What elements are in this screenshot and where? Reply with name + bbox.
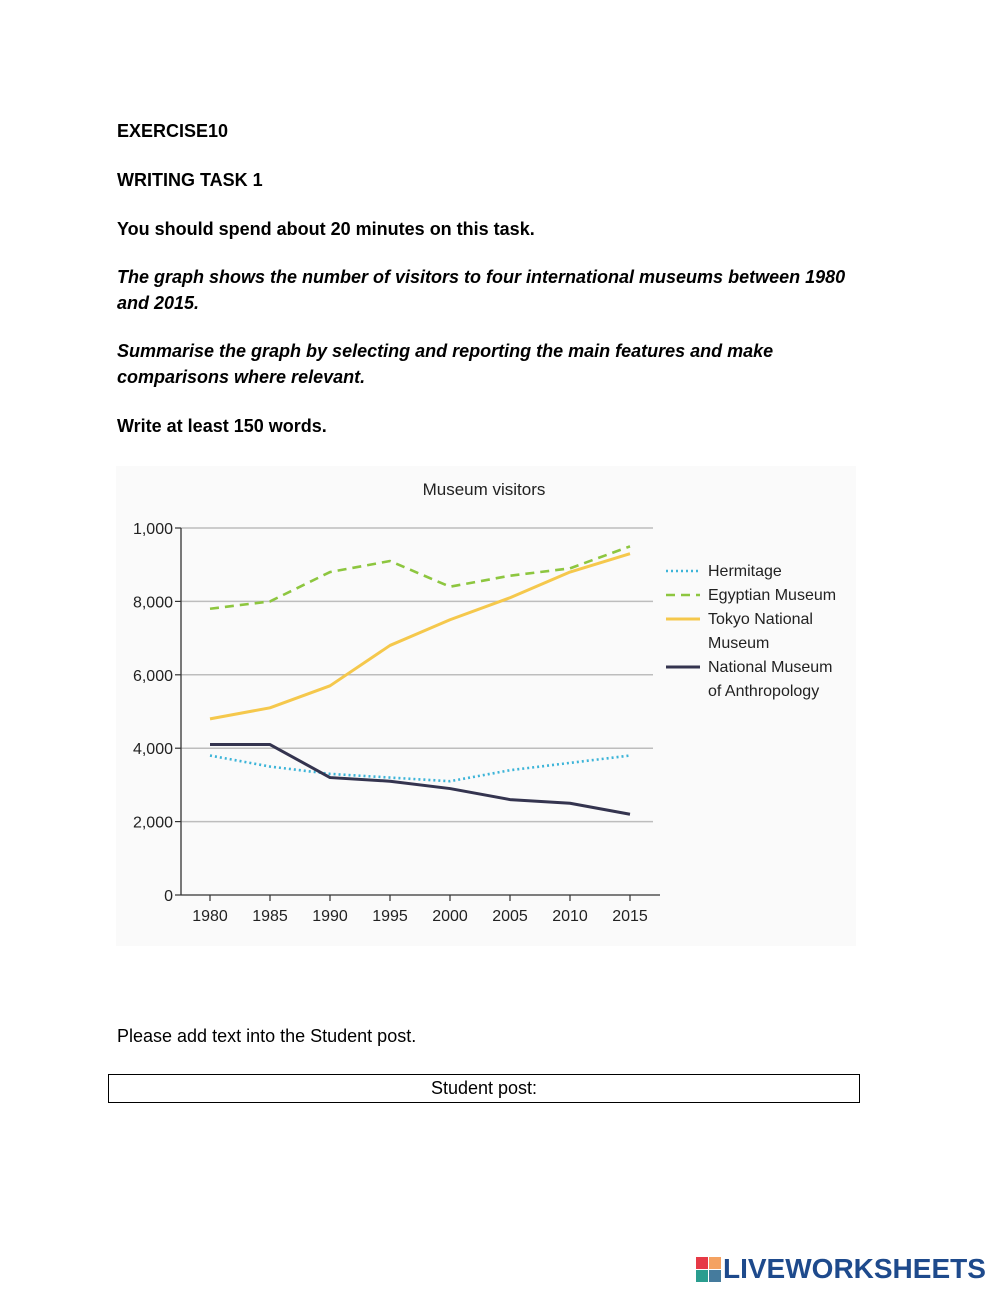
x-tick-label: 1990 [312, 908, 348, 925]
y-tick-label: 1,000 [132, 521, 173, 538]
legend-label: of Anthropology [708, 683, 820, 700]
x-tick-label: 1995 [372, 908, 408, 925]
legend-label: National Museum [708, 659, 833, 676]
series-line [210, 554, 630, 719]
museum-visitors-chart [116, 466, 856, 946]
x-tick-label: 2000 [432, 908, 468, 925]
series-line [210, 756, 630, 782]
exercise-heading: EXERCISE10 [117, 121, 229, 141]
y-tick-label: 4,000 [132, 741, 173, 759]
brand-logo[interactable] [696, 1252, 986, 1286]
chart-area [116, 466, 856, 946]
x-tick-label: 1985 [252, 908, 288, 925]
legend-label: Tokyo National [708, 611, 813, 628]
brand-icon-square [709, 1270, 721, 1282]
time-instruction: You should spend about 20 minutes on this task. [117, 219, 535, 239]
summarise-instruction: Summarise the graph by selecting and reporting the main features and make comparisons where relevant. [117, 341, 774, 387]
word-count-instruction: Write at least 150 words. [117, 416, 327, 436]
brand-icon-square [696, 1270, 708, 1282]
legend-label: Hermitage [708, 563, 782, 580]
graph-description: The graph shows the number of visitors to four international museums between 1980 and 2015. [117, 267, 846, 313]
x-tick-label: 2015 [612, 908, 648, 925]
brand-name: LIVEWORKSHEETS [723, 1253, 986, 1284]
x-tick-label: 2005 [492, 908, 528, 925]
legend-label: Museum [708, 635, 770, 652]
chart-title: Museum visitors [422, 480, 546, 499]
add-text-instruction: Please add text into the Student post. [117, 1026, 417, 1046]
series-line [210, 546, 630, 608]
y-tick-label: 0 [164, 888, 173, 905]
y-tick-label: 2,000 [132, 814, 173, 832]
legend-label: Egyptian Museum [708, 587, 837, 604]
task-heading: WRITING TASK 1 [117, 170, 263, 190]
x-tick-label: 2010 [552, 908, 588, 925]
brand-icon [696, 1257, 721, 1282]
brand-icon-square [696, 1257, 708, 1269]
student-post-box[interactable]: Student post: [108, 1074, 860, 1103]
brand-icon-square [709, 1257, 721, 1269]
y-tick-label: 6,000 [132, 667, 173, 685]
y-tick-label: 8,000 [132, 594, 173, 612]
x-tick-label: 1980 [192, 908, 228, 925]
